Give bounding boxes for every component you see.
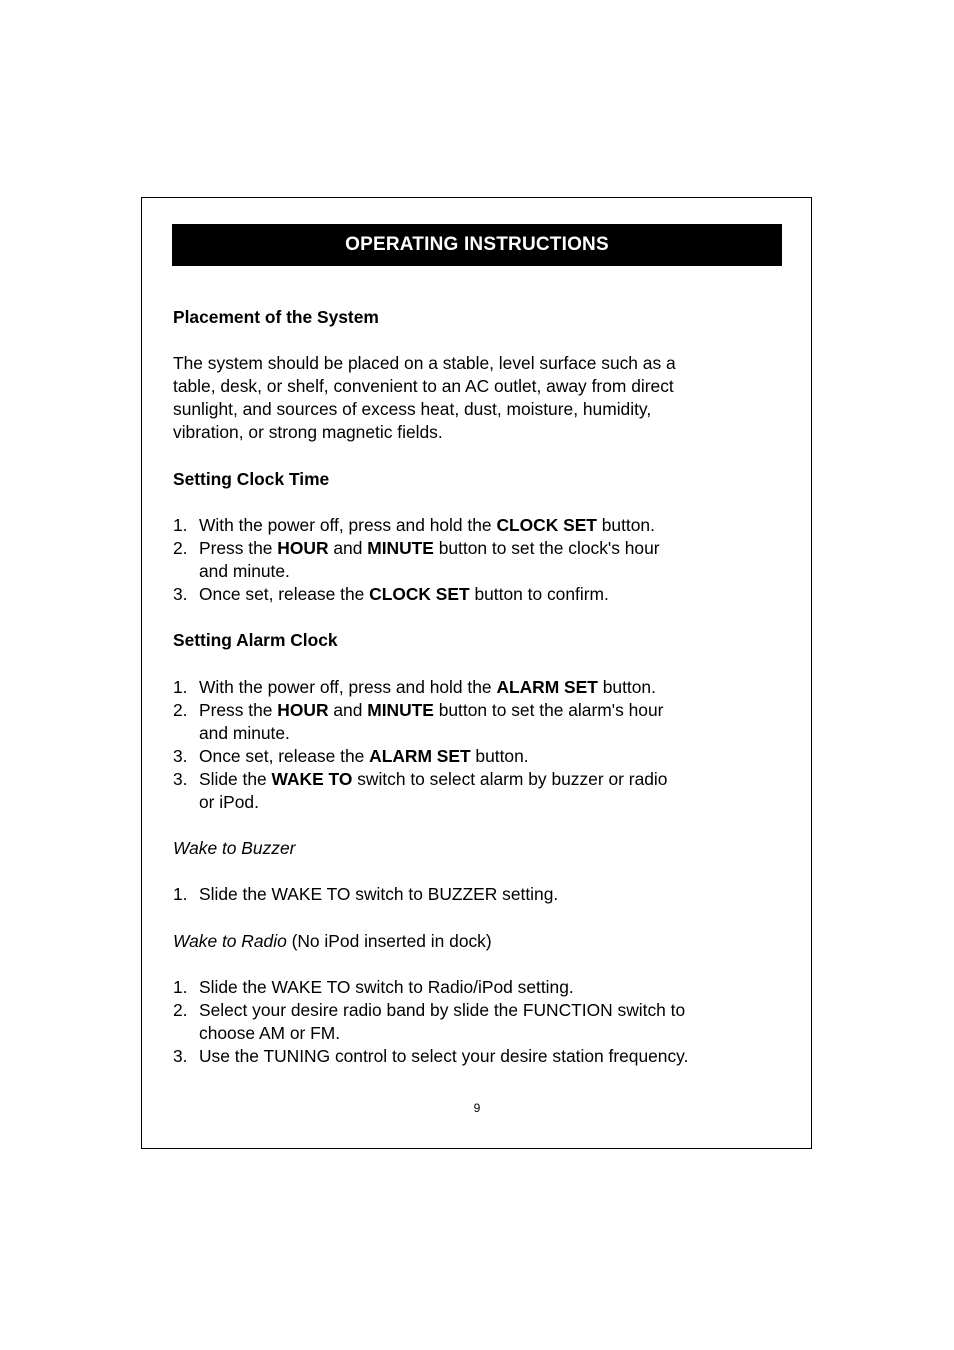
- radio-steps: [173, 976, 773, 1068]
- list-item: [173, 976, 773, 999]
- control-name: CLOCK SET: [496, 514, 597, 535]
- step-line: Slide the WAKE TO switch to Radio/iPod setting.: [199, 976, 574, 997]
- step-number: 3.: [173, 584, 188, 605]
- step-line: With the power off, press and hold the ALARM SET button.: [199, 676, 656, 697]
- step-line: Press the HOUR and MINUTE button to set the alarm's hour: [199, 699, 664, 720]
- step-line: and minute.: [199, 722, 290, 743]
- list-item: [173, 699, 773, 745]
- step-number: 2.: [173, 999, 188, 1020]
- step-number: 2.: [173, 699, 188, 720]
- list-item: [173, 514, 773, 537]
- control-name: MINUTE: [367, 699, 434, 720]
- control-name: ALARM SET: [496, 676, 598, 697]
- step-line: With the power off, press and hold the CLOCK SET button.: [199, 514, 655, 535]
- buzzer-steps: [173, 883, 773, 906]
- control-name: ALARM SET: [369, 745, 471, 766]
- list-item: [173, 745, 773, 768]
- step-line: Select your desire radio band by slide the FUNCTION switch to: [199, 999, 686, 1020]
- list-item: [173, 583, 773, 606]
- alarm-steps: [173, 676, 773, 815]
- step-line: Press the HOUR and MINUTE button to set the clock's hour: [199, 537, 660, 558]
- placement-body: The system should be placed on a stable, level surface such as a table, desk, or shelf, convenient to an AC outlet, away from direct sunlight, and sources of excess heat, dust, moisture, humidity, vibration, or strong magnetic fields.: [173, 353, 676, 443]
- step-line: Slide the WAKE TO switch to BUZZER setting.: [199, 884, 559, 905]
- radio-heading: Wake to Radio (No iPod inserted in dock): [173, 930, 492, 951]
- list-item: [173, 999, 773, 1045]
- section-banner: OPERATING INSTRUCTIONS: [172, 224, 782, 266]
- list-item: [173, 1045, 773, 1068]
- step-line: choose AM or FM.: [199, 1022, 341, 1043]
- page-number: 9: [473, 1101, 481, 1115]
- step-number: 3.: [173, 768, 188, 789]
- alarm-heading: Setting Alarm Clock: [173, 630, 338, 651]
- step-number: 1.: [173, 976, 188, 997]
- control-name: MINUTE: [367, 537, 434, 558]
- list-item: [173, 537, 773, 583]
- list-item: [173, 883, 773, 906]
- control-name: HOUR: [277, 699, 329, 720]
- list-item: [173, 676, 773, 699]
- step-line: Slide the WAKE TO switch to select alarm by buzzer or radio: [199, 768, 668, 789]
- step-number: 1.: [173, 514, 188, 535]
- step-number: 3.: [173, 1046, 188, 1066]
- step-number: 1.: [173, 676, 188, 697]
- control-name: WAKE TO: [271, 768, 353, 789]
- step-line: Use the TUNING control to select your desire station frequency.: [199, 1046, 689, 1066]
- control-name: HOUR: [277, 537, 329, 558]
- clock-steps: [173, 514, 773, 606]
- buzzer-heading: Wake to Buzzer: [173, 838, 296, 859]
- clock-heading: Setting Clock Time: [173, 468, 330, 489]
- manual-content: [173, 306, 773, 1068]
- control-name: CLOCK SET: [369, 584, 470, 605]
- step-line: Once set, release the ALARM SET button.: [199, 745, 529, 766]
- list-item: [173, 768, 773, 814]
- step-line: or iPod.: [199, 791, 259, 812]
- step-line: Once set, release the CLOCK SET button to confirm.: [199, 584, 609, 605]
- step-number: 1.: [173, 884, 188, 905]
- step-number: 2.: [173, 537, 188, 558]
- step-line: and minute.: [199, 561, 290, 582]
- placement-heading: Placement of the System: [173, 307, 379, 327]
- step-number: 3.: [173, 745, 188, 766]
